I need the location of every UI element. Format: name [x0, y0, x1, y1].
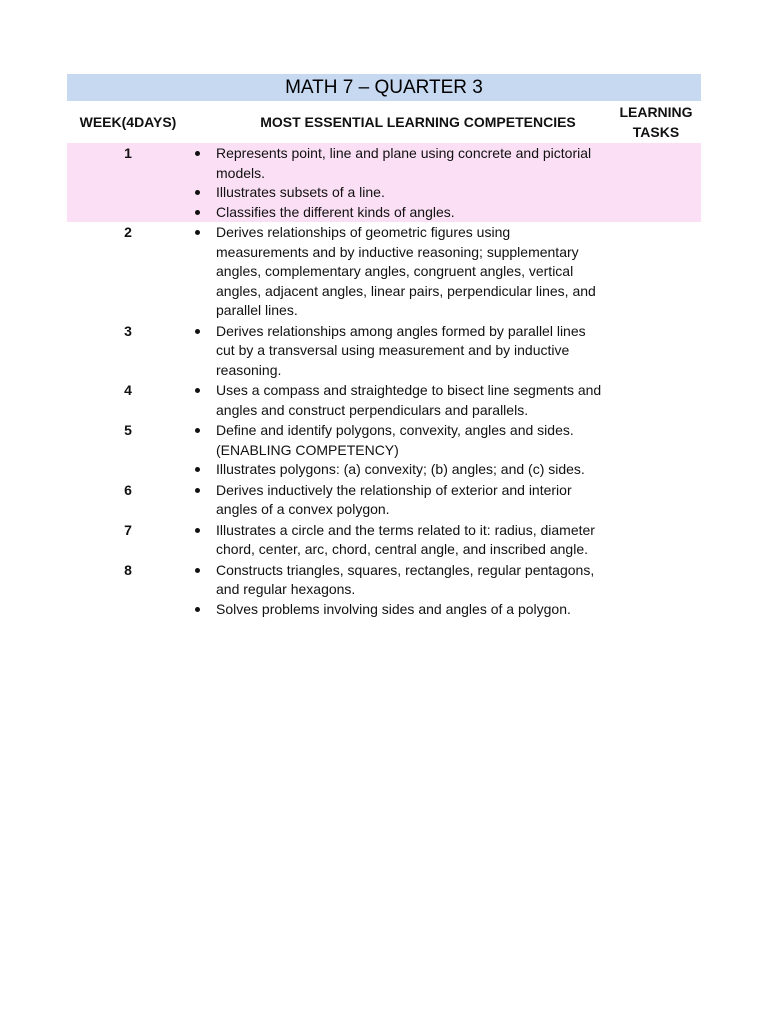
competency-text: Constructs triangles, squares, rectangles, regular pentagons, and regular hexagons. — [216, 561, 595, 597]
learning-task-cell — [609, 222, 701, 321]
competency-cell — [67, 420, 609, 480]
week-number: 8 — [124, 561, 132, 578]
table-row — [67, 321, 701, 381]
bullet-icon — [195, 607, 200, 612]
competencies-column-header: MOST ESSENTIAL LEARNING COMPETENCIES — [260, 114, 576, 130]
list-item — [67, 521, 603, 560]
competency-text: Derives relationships among angles formed by parallel lines cut by a transversal using measurement and by inductive reasoning. — [216, 322, 586, 378]
table-row — [67, 420, 701, 480]
table-row — [67, 480, 701, 520]
table-row — [67, 222, 701, 321]
week-number: 6 — [124, 481, 132, 498]
week-number: 4 — [124, 382, 132, 398]
competency-list — [67, 144, 609, 222]
learning-task-cell — [609, 143, 701, 222]
competency-text: Derives relationships of geometric figures using measurements and by inductive reasoning; supplementary angles, complementary angles, congruent angles, vertical angles, adjacent angles, linear pairs, perpendicular lines, and parallel lines. — [216, 224, 596, 318]
table-row — [67, 143, 701, 222]
learning-task-cell — [609, 380, 701, 420]
table-header-row — [67, 101, 701, 143]
learning-task-cell — [609, 480, 701, 520]
competency-text: Illustrates polygons: (a) convexity; (b) angles; and (c) sides. — [216, 461, 585, 477]
competency-list — [67, 561, 609, 620]
list-item — [67, 460, 603, 480]
list-item — [67, 421, 603, 460]
competency-text: Represents point, line and plane using concrete and pictorial models. — [216, 145, 592, 181]
competency-list — [67, 521, 609, 560]
week-number: 5 — [124, 422, 132, 438]
learning-task-cell — [609, 321, 701, 381]
week-number: 3 — [124, 322, 132, 339]
competency-cell — [67, 480, 609, 520]
learning-tasks-header-line2: TASKS — [632, 124, 680, 140]
competency-list — [67, 421, 609, 480]
bullet-icon — [195, 329, 200, 334]
bullet-icon — [195, 190, 200, 195]
list-item — [67, 561, 603, 600]
competency-list — [67, 223, 609, 321]
bullet-icon — [195, 528, 200, 533]
list-item — [67, 600, 603, 620]
bullet-icon — [195, 388, 200, 393]
learning-tasks-column-header — [611, 101, 701, 143]
table-row — [67, 380, 701, 420]
competency-table-body — [67, 143, 701, 619]
competency-cell — [67, 321, 609, 381]
week-number: 1 — [124, 145, 132, 161]
competency-text: Illustrates a circle and the terms related to it: radius, diameter chord, center, arc, chord, central angle, and inscribed angle. — [216, 521, 595, 557]
competency-text: Illustrates subsets of a line. — [216, 184, 385, 200]
list-item — [67, 481, 603, 520]
document-page — [67, 74, 701, 619]
competency-text: Classifies the different kinds of angles. — [216, 203, 455, 220]
competency-cell — [67, 143, 609, 222]
competency-list — [67, 381, 609, 420]
week-number: 7 — [124, 521, 132, 538]
table-row — [67, 520, 701, 560]
competency-text: Define and identify polygons, convexity, angles and sides. (ENABLING COMPETENCY) — [216, 422, 574, 458]
bullet-icon — [195, 230, 200, 235]
learning-task-cell — [609, 520, 701, 560]
competency-list — [67, 481, 609, 520]
competency-cell — [67, 520, 609, 560]
list-item — [67, 381, 603, 420]
week-number: 2 — [124, 224, 132, 240]
list-item — [67, 144, 603, 183]
learning-tasks-header-line1: LEARNING — [619, 104, 693, 120]
document-title: MATH 7 – QUARTER 3 — [67, 74, 701, 101]
table-row — [67, 560, 701, 620]
list-item — [67, 183, 603, 203]
list-item — [67, 322, 603, 381]
bullet-icon — [195, 151, 200, 156]
week-column-header: WEEK(4DAYS) — [79, 114, 177, 130]
bullet-icon — [195, 210, 200, 215]
bullet-icon — [195, 488, 200, 493]
bullet-icon — [195, 467, 200, 472]
bullet-icon — [195, 568, 200, 573]
bullet-icon — [195, 428, 200, 433]
learning-task-cell — [609, 560, 701, 620]
competency-cell — [67, 222, 609, 321]
competency-cell — [67, 380, 609, 420]
list-item — [67, 203, 603, 223]
competency-text: Derives inductively the relationship of exterior and interior angles of a convex polygon. — [216, 481, 572, 517]
list-item — [67, 223, 603, 321]
competency-text: Uses a compass and straightedge to bisect line segments and angles and construct perpendiculars and parallels. — [216, 382, 602, 418]
learning-task-cell — [609, 420, 701, 480]
competency-cell — [67, 560, 609, 620]
competency-text: Solves problems involving sides and angles of a polygon. — [216, 600, 571, 617]
competency-list — [67, 322, 609, 381]
